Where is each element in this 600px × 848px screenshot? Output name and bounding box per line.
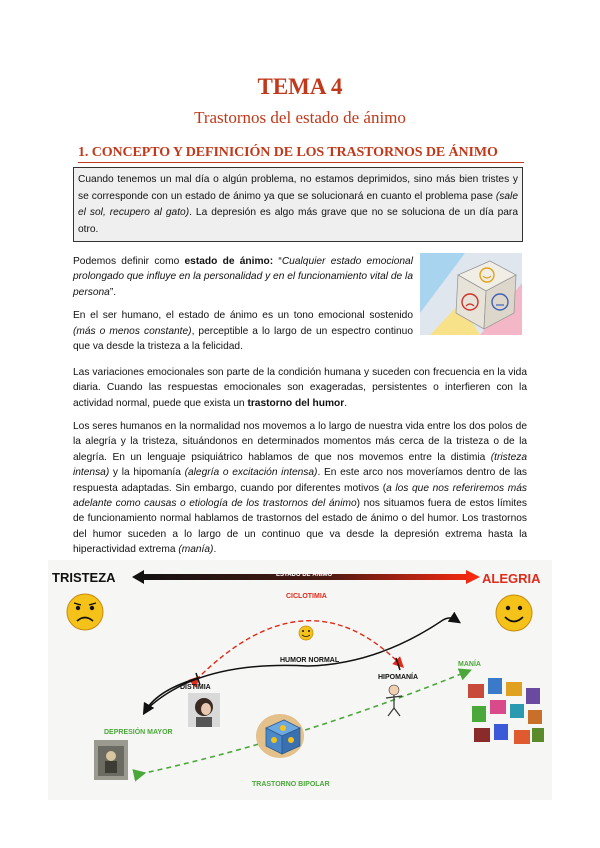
page-title: TEMA 4	[257, 74, 343, 99]
estado-animo-label: ESTADO DE ÁNIMO	[276, 572, 333, 578]
text: En el ser humano, el estado de ánimo es un tono emocional sostenido	[73, 310, 413, 322]
text: .	[213, 544, 217, 556]
bold-term: trastorno del humor	[247, 397, 345, 409]
italic-text: (manía)	[178, 544, 214, 556]
text: Las variaciones emocionales son parte de la condición humana y suceden con frecuencia en la vida diaria. Cuando las respuestas emocionales son exageradas, persistentes o interfieren con la actividad normal, puede que exista un	[73, 367, 527, 409]
box-text-end: . La depresión es algo más grave que no se soluciona de un día para otro.	[78, 207, 518, 235]
distimia-label: DISTIMIA	[180, 684, 211, 691]
definition-paragraph	[73, 254, 413, 300]
emotions-cube-image	[256, 714, 304, 758]
mania-label: MANÍA	[458, 661, 481, 668]
bold-term: estado de ánimo:	[184, 256, 274, 267]
tone-paragraph	[73, 308, 413, 354]
mood-dice-icon	[420, 253, 522, 335]
hipomania-label: HIPOMANÍA	[378, 674, 419, 681]
mood-dice-image	[420, 253, 522, 335]
neutral-smiley-icon	[299, 626, 313, 640]
box-italic: (sale el sol, recupero al gato)	[78, 190, 518, 218]
text: ”.	[109, 286, 117, 298]
box-text: Cuando tenemos un mal día o algún problema, no estamos deprimidos, sino más bien tristes y se corresponde con un estado de ánimo ya que se solucionará en cuanto el problema pase	[78, 174, 518, 202]
text: ) nos situamos fuera de estos límites de funcionamiento normal hablamos de trastornos del estado de ánimo o del humor. Los trastornos del humor suceden a lo largo de un continuo que va desde la depresión extrema hasta la hiperactividad extrema	[73, 498, 527, 556]
section-heading: 1. CONCEPTO Y DEFINICIÓN DE LOS TRASTORNOS DE ÁNIMO	[78, 145, 498, 160]
tristeza-label: TRISTEZA	[52, 570, 116, 585]
italic-text: a los que nos referiremos más adelante como causas o etiología de los trastornos del ánimo	[73, 482, 527, 510]
text: .	[344, 397, 348, 409]
text: , perceptible a lo largo de un espectro continuo que va desde la tristeza a la felicidad.	[73, 325, 413, 353]
section-underline	[78, 162, 524, 163]
italic-text: (alegría o excitación intensa)	[184, 467, 318, 479]
trastorno-bipolar-label: TRASTORNO BIPOLAR	[252, 781, 330, 788]
text: Podemos definir como	[73, 256, 185, 267]
depresion-mayor-image	[94, 740, 128, 780]
variations-paragraph	[73, 365, 527, 411]
page-subtitle: Trastornos del estado de ánimo	[194, 108, 406, 127]
depresion-mayor-label: DEPRESIÓN MAYOR	[104, 729, 173, 736]
humor-normal-label: HUMOR NORMAL	[280, 657, 340, 664]
ciclotimia-label: CICLOTIMIA	[286, 593, 327, 600]
intro-box	[73, 167, 523, 242]
sad-face-icon	[67, 594, 103, 630]
mood-diagram	[48, 560, 552, 800]
text: Los seres humanos en la normalidad nos movemos a lo largo de nuestra vida entre los dos polos de la alegría y la tristeza, situándonos en determinados momentos más cerca de la tristeza o de la alegría. En un lenguaje psiquiátrico hablamos de que nos movemos entre la distimia	[73, 421, 527, 463]
definition-block	[73, 254, 413, 354]
text: y la hipomanía	[109, 467, 185, 479]
continuum-paragraph	[73, 419, 527, 558]
mania-collage-image	[468, 678, 544, 744]
alegria-label: ALEGRIA	[482, 571, 541, 586]
italic-text: (más o menos constante)	[73, 325, 192, 337]
italic-definition: Cualquier estado emocional prolongado que influye en la personalidad y en el funcionamiento vital de la persona	[73, 256, 413, 298]
text: . En este arco nos moveríamos dentro de las respuesta adaptadas. Sin embargo, cuando por diferentes motivos (	[73, 467, 528, 494]
text: “	[273, 256, 282, 267]
distimia-woman-image	[188, 693, 220, 727]
happy-face-icon	[496, 595, 532, 631]
hipomania-figure-image	[386, 685, 402, 716]
italic-text: (tristeza intensa)	[73, 451, 527, 479]
